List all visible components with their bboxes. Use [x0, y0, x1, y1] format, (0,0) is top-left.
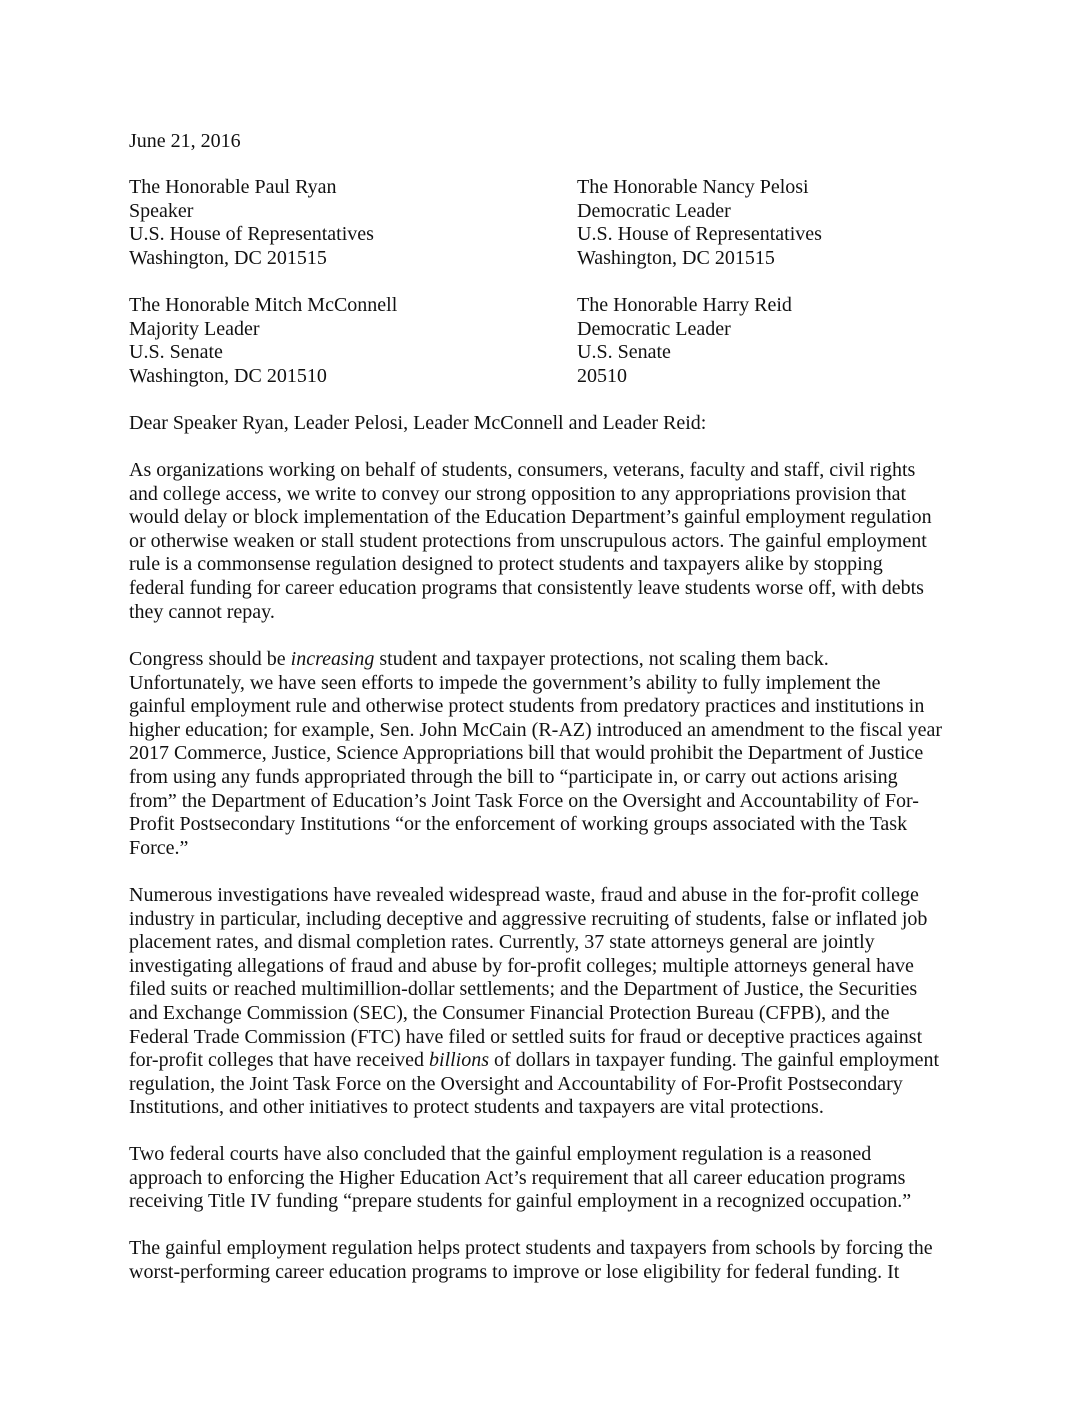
paragraph-line: As organizations working on behalf of students, consumers, veterans, faculty and staff, civil rights	[129, 459, 916, 481]
paragraph-line: they cannot repay.	[129, 600, 275, 623]
text-run: of dollars in taxpayer funding. The gainful employment	[489, 1049, 940, 1072]
paragraph-line: investigating allegations of fraud and abuse by for-profit colleges; multiple attorneys general have	[129, 954, 914, 977]
paragraph-congress	[129, 648, 969, 860]
paragraph-line: federal funding for career education programs that consistently leave students worse off, with debts	[129, 576, 924, 599]
paragraph-line: receiving Title IV funding “prepare students for gainful employment in a recognized occupation.”	[129, 1190, 912, 1213]
address-line: The Honorable Nancy Pelosi	[577, 176, 809, 198]
paragraph-federal-courts	[129, 1143, 969, 1214]
address-line: Majority Leader	[129, 317, 260, 340]
paragraph-line: Institutions, and other initiatives to protect students and taxpayers are vital protections.	[129, 1096, 824, 1119]
letter-date: June 21, 2016	[129, 130, 241, 152]
emphasis-text: billions	[429, 1049, 490, 1072]
paragraph-line: from” the Department of Education’s Joint Task Force on the Oversight and Accountability of For-	[129, 789, 919, 812]
address-line: The Honorable Harry Reid	[577, 294, 792, 316]
text-run: Congress should be	[129, 648, 291, 670]
address-line: U.S. Senate	[129, 341, 223, 364]
address-line: Democratic Leader	[577, 317, 731, 340]
paragraph-opposition	[129, 459, 969, 624]
address-line: U.S. House of Representatives	[129, 223, 374, 246]
address-line: Washington, DC 201510	[129, 364, 327, 387]
address-line: 20510	[577, 364, 627, 387]
recipient-address-ryan	[129, 176, 549, 270]
paragraph-line	[129, 648, 969, 672]
address-line: The Honorable Mitch McConnell	[129, 294, 398, 316]
text-run: for-profit colleges that have received	[129, 1049, 430, 1072]
paragraph-line	[129, 1049, 969, 1073]
paragraph-line: Numerous investigations have revealed widespread waste, fraud and abuse in the for-profit college	[129, 884, 919, 906]
paragraph-line: and college access, we write to convey our strong opposition to any appropriations provision that	[129, 482, 907, 505]
paragraph-line: 2017 Commerce, Justice, Science Appropriations bill that would prohibit the Department of Justice	[129, 742, 924, 765]
recipient-address-reid	[577, 294, 997, 388]
address-line: Democratic Leader	[577, 199, 731, 222]
paragraph-line: Unfortunately, we have seen efforts to impede the government’s ability to fully implement the	[129, 671, 881, 694]
address-line: Washington, DC 201515	[577, 246, 775, 269]
emphasis-text: increasing	[290, 648, 375, 670]
paragraph-investigations	[129, 884, 969, 1120]
paragraph-line: filed suits or reached multimillion-dollar settlements; and the Department of Justice, the Securities	[129, 978, 918, 1001]
paragraph-line: placement rates, and dismal completion rates. Currently, 37 state attorneys general are jointly	[129, 931, 875, 954]
salutation: Dear Speaker Ryan, Leader Pelosi, Leader McConnell and Leader Reid:	[129, 412, 707, 434]
address-line: U.S. House of Representatives	[577, 223, 822, 246]
paragraph-regulation-protects	[129, 1237, 969, 1284]
recipient-address-mcconnell	[129, 294, 549, 388]
paragraph-line: Force.”	[129, 836, 189, 859]
paragraph-line: approach to enforcing the Higher Education Act’s requirement that all career education programs	[129, 1166, 906, 1189]
address-line: The Honorable Paul Ryan	[129, 176, 337, 198]
paragraph-line: higher education; for example, Sen. John McCain (R-AZ) introduced an amendment to the fiscal year	[129, 718, 943, 741]
paragraph-line: or otherwise weaken or stall student protections from unscrupulous actors. The gainful employment	[129, 529, 927, 552]
paragraph-line: Profit Postsecondary Institutions “or the enforcement of working groups associated with the Task	[129, 813, 908, 836]
paragraph-line: industry in particular, including deceptive and aggressive recruiting of students, false or inflated job	[129, 907, 928, 930]
paragraph-line: from using any funds appropriated through the bill to “participate in, or carry out actions arising	[129, 765, 898, 788]
paragraph-line: worst-performing career education programs to improve or lose eligibility for federal funding. It	[129, 1260, 900, 1283]
paragraph-line: and Exchange Commission (SEC), the Consumer Financial Protection Bureau (CFPB), and the	[129, 1001, 890, 1024]
text-run: student and taxpayer protections, not scaling them back.	[374, 648, 829, 670]
paragraph-line: regulation, the Joint Task Force on the Oversight and Accountability of For-Profit Postsecondary	[129, 1072, 903, 1095]
paragraph-line: The gainful employment regulation helps protect students and taxpayers from schools by forcing the	[129, 1237, 933, 1259]
address-line: Speaker	[129, 199, 194, 222]
paragraph-line: Federal Trade Commission (FTC) have filed or settled suits for fraud or deceptive practices against	[129, 1025, 923, 1048]
paragraph-line: rule is a commonsense regulation designed to protect students and taxpayers alike by stopping	[129, 553, 883, 576]
paragraph-line: Two federal courts have also concluded that the gainful employment regulation is a reasoned	[129, 1143, 872, 1165]
paragraph-line: would delay or block implementation of the Education Department’s gainful employment regulation	[129, 506, 932, 529]
paragraph-line: gainful employment rule and otherwise protect students from predatory practices and institutions in	[129, 695, 925, 718]
recipient-address-pelosi	[577, 176, 997, 270]
address-line: Washington, DC 201515	[129, 246, 327, 269]
address-line: U.S. Senate	[577, 341, 671, 364]
